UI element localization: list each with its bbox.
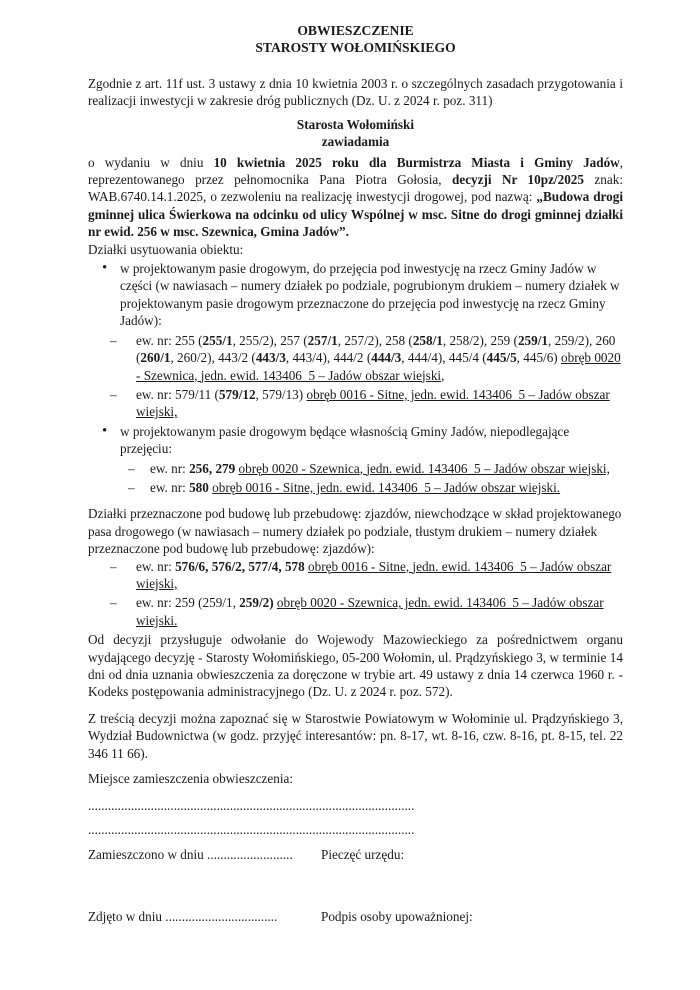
plot-bold: 580: [189, 479, 209, 495]
bullet-icon: •: [102, 260, 108, 277]
title-line-1: OBWIESZCZENIE: [297, 23, 414, 38]
plot-text: ew. nr:: [136, 558, 176, 574]
access-roads-heading: Działki przeznaczone pod budowę lub przebudowę: zjazdów, niewchodzące w skład projektowanego pasa drogowego (w nawiasach – numery działek po podziale, tłustym drukiem – numery działek przeznaczone pod budowę lub przebudowę: zjazdów):: [88, 506, 622, 557]
plot-text: ew. nr: 255 (: [136, 332, 203, 348]
list-item: [88, 558, 623, 593]
dash-icon: –: [110, 332, 117, 348]
precinct-underlined: obręb 0016 - Sitne, jedn. ewid. 143406_5 – Jadów obszar wiejski.: [212, 479, 561, 495]
list-item: [88, 479, 623, 496]
plot-bold: 260/1: [140, 350, 171, 366]
list-item: [88, 260, 623, 330]
dash-icon: –: [110, 386, 117, 402]
title-line-2: STAROSTY WOŁOMIŃSKIEGO: [255, 40, 456, 55]
decision-date-recipient: 10 kwietnia 2025 roku dla Burmistrza Miasta i Gminy Jadów: [213, 154, 620, 170]
list-item: [88, 386, 623, 421]
plot-bold: 579/12: [218, 386, 256, 402]
precinct-underlined: obręb 0020 - Szewnica, jedn. ewid. 143406_5 – Jadów obszar wiejski.: [136, 595, 604, 628]
removed-date-label: Zdjęto w dniu ..................................: [88, 908, 278, 924]
announcer-verb: zawiadamia: [321, 134, 390, 150]
list-item: [88, 594, 623, 629]
appeal-paragraph: Od decyzji przysługuje odwołanie do Wojewody Mazowieckiego za pośrednictwem organu wydającego decyzję - Starosty Wołomińskiego, 05-200 Wołomin, ul. Prądzyńskiego 3, w terminie 14 dni od dnia uznania obwieszczenia za doręczone w trybie art. 49 ustawy z dnia 14 czerwca 1960 r. - Kodeks postępowania administracyjnego (Dz. U. z 2024 r. poz. 572).: [88, 632, 623, 700]
decision-text-3: znak: WAB.6740.14.1.2025, o zezwoleniu na realizację inwestycji drogowej, pod nazwą:: [88, 172, 623, 205]
plot-bold: 443/3: [255, 350, 286, 366]
plot-text: , 255/2), 257 (: [232, 332, 308, 348]
plot-bold: 259/2): [239, 595, 274, 611]
posted-row: [88, 846, 623, 863]
dash-icon: –: [110, 595, 117, 611]
plot-text: , 443/4), 444/2 (: [285, 350, 372, 366]
precinct-underlined: obręb 0016 - Sitne, jedn. ewid. 143406_5 – Jadów obszar wiejski,: [136, 386, 610, 420]
bullet-text: w projektowanym pasie drogowym będące własnością Gminy Jadów, niepodlegające przejęciu:: [120, 423, 570, 457]
posted-date-label: Zamieszczono w dniu ..........................: [88, 847, 293, 863]
precinct-underlined: obręb 0020 - Szewnica, jedn. ewid. 143406_5 – Jadów obszar wiejski,: [136, 350, 621, 383]
stamp-label: Pieczęć urzędu:: [321, 847, 405, 863]
plots-list: [88, 260, 623, 496]
placement-dots-line-2: ...................................................................................................: [88, 821, 415, 837]
plot-text: , 579/13): [255, 386, 307, 402]
legal-basis-paragraph: Zgodnie z art. 11f ust. 3 ustawy z dnia 10 kwietnia 2003 r. o szczególnych zasadach przygotowania i realizacji inwestycji w zakresie dróg publicznych (Dz. U. z 2024 r. poz. 311): [88, 76, 623, 109]
access-roads-list: [88, 558, 623, 630]
announcer-heading: [88, 116, 623, 151]
plot-text: , 257/2), 258 (: [337, 332, 413, 348]
dash-icon: –: [128, 479, 135, 495]
list-item: [88, 460, 623, 477]
plot-bold: 259/1: [517, 332, 548, 348]
list-item: [88, 332, 623, 384]
plot-text: ew. nr:: [150, 479, 190, 495]
precinct-underlined: obręb 0020 - Szewnica, jedn. ewid. 143406_5 – Jadów obszar wiejski,: [238, 460, 610, 476]
notice-page: [88, 22, 623, 925]
plot-bold: 444/3: [371, 350, 402, 366]
plot-text: ew. nr:: [150, 460, 190, 476]
announcer-name: Starosta Wołomiński: [296, 116, 415, 132]
plot-text: , 444/4), 445/4 (: [401, 350, 487, 366]
decision-paragraph: [88, 154, 623, 241]
notice-title: [88, 22, 623, 56]
precinct-underlined: obręb 0016 - Sitne, jedn. ewid. 143406_5 – Jadów obszar wiejski,: [136, 558, 612, 591]
plot-bold: 257/1: [307, 332, 338, 348]
plot-bold: 256, 279: [189, 460, 236, 476]
plots-heading: Działki usytuowania obiektu:: [88, 241, 244, 257]
investment-name: „Budowa drogi gminnej ulica Świerkowa na odcinku od ulicy Wspólnej w msc. Sitne do drogi gminnej działki nr ewid. 256 w msc. Szewnica, Gmina Jadów”.: [88, 189, 623, 240]
decision-number: decyzji Nr 10pz/2025: [452, 172, 584, 188]
list-item: [88, 423, 623, 458]
decision-text-1: o wydaniu w dniu: [88, 154, 214, 170]
bullet-icon: •: [102, 422, 108, 439]
plot-bold: 255/1: [202, 332, 233, 348]
plot-bold: 576/6, 576/2, 577/4, 578: [175, 558, 305, 574]
info-paragraph: Z treścią decyzji można zapoznać się w Starostwie Powiatowym w Wołominie ul. Prądzyńskiego 3, Wydział Budownictwa (w godz. przyjęć interesantów: pn. 8-17, wt. 8-16, czw. 8-16, pt. 8-15, tel. 22 346 11 66).: [88, 710, 623, 761]
plot-text: ew. nr: 259 (259/1,: [136, 595, 240, 611]
dash-icon: –: [128, 460, 135, 476]
decision-text-2: , reprezentowanego przez pełnomocnika Pana Piotra Gołosia,: [88, 154, 624, 188]
plot-bold: 445/5: [486, 350, 517, 366]
plot-bold: 258/1: [412, 332, 443, 348]
plot-text: , 445/6): [516, 350, 561, 366]
placement-label: Miejsce zamieszczenia obwieszczenia:: [88, 771, 294, 787]
signature-label: Podpis osoby upoważnionej:: [321, 908, 473, 924]
plot-text: , 258/2), 259 (: [442, 332, 518, 348]
bullet-text: w projektowanym pasie drogowym, do przejęcia pod inwestycję na rzecz Gminy Jadów w części (w nawiasach – numery działek po podziale, pogrubionym drukiem – numery działek w projektowanym pasie drogowym przeznaczone do przejęcia pod inwestycję na rzecz Gminy Jadów):: [120, 261, 620, 329]
removed-row: [88, 908, 623, 925]
plot-text: , 260/2), 443/2 (: [170, 350, 256, 366]
plot-text: , 259/2), 260 (: [136, 332, 616, 366]
plot-text: ew. nr: 579/11 (: [136, 386, 219, 402]
dash-icon: –: [110, 558, 117, 574]
placement-dots-line-1: ...................................................................................................: [88, 798, 415, 814]
